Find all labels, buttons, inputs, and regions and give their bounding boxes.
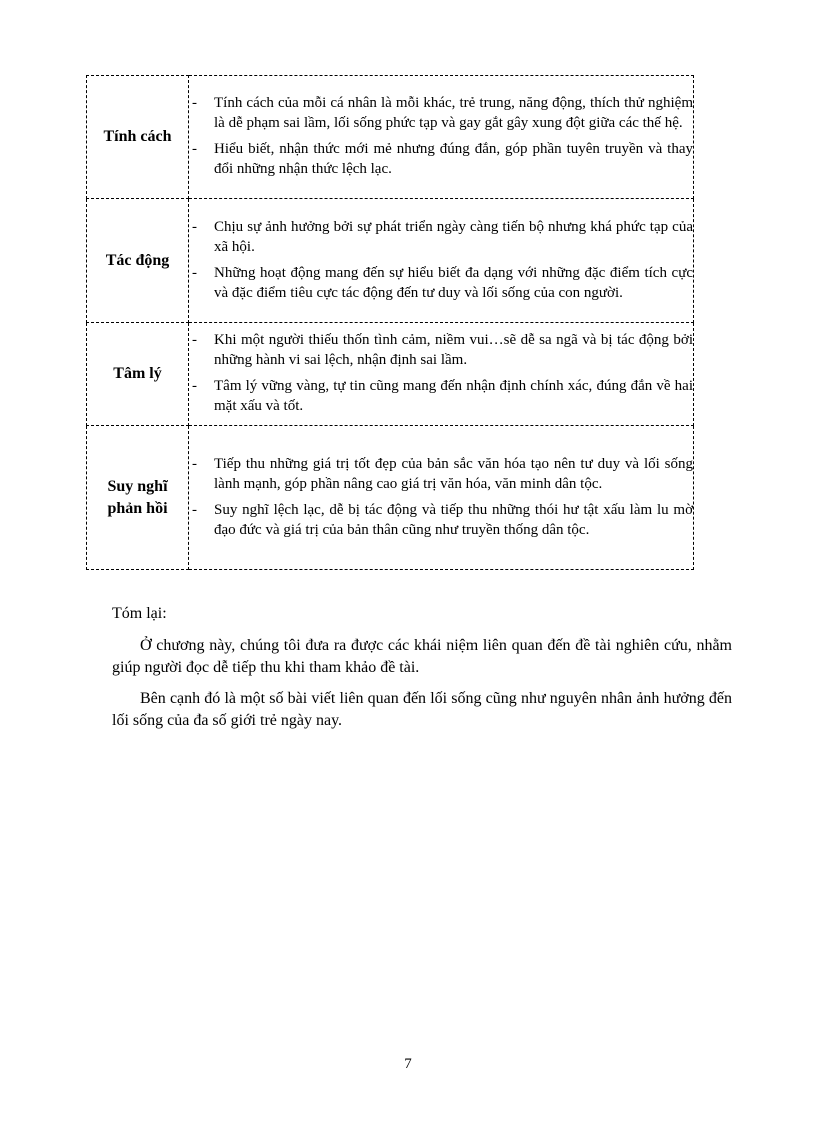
summary-paragraph: Bên cạnh đó là một số bài viết liên quan đến lối sống cũng như nguyên nhân ảnh hưởng đến lối sống của đa số giới trẻ ngày nay.	[112, 690, 732, 729]
list-item	[189, 376, 693, 416]
row-content	[189, 323, 694, 426]
row-content	[189, 199, 694, 323]
bullet-dash: -	[192, 141, 197, 157]
table-row	[87, 323, 694, 426]
row-label: Tính cách	[87, 76, 189, 199]
list-item	[189, 263, 693, 303]
list-item	[189, 454, 693, 494]
list-item-text: Chịu sự ảnh hưởng bởi sự phát triển ngày càng tiến bộ nhưng khá phức tạp của xã hội.	[214, 218, 693, 255]
list-item-text: Những hoạt động mang đến sự hiểu biết đa dạng với những đặc điểm tích cực và đặc điểm tiêu cực tác động đến tư duy và lối sống của con người.	[214, 264, 693, 301]
bullet-list	[189, 217, 693, 303]
row-label: Tác động	[87, 199, 189, 323]
bullet-list	[189, 93, 693, 179]
bullet-dash: -	[192, 455, 197, 472]
summary-section	[112, 603, 732, 741]
bullet-dash: -	[192, 501, 197, 518]
bullet-dash: -	[192, 378, 197, 394]
characteristics-table	[86, 75, 694, 570]
bullet-list	[189, 330, 693, 416]
list-item-text: Tâm lý vững vàng, tự tin cũng mang đến nhận định chính xác, đúng đắn về hai mặt xấu và tốt.	[214, 378, 693, 414]
list-item-text: Tiếp thu những giá trị tốt đẹp của bản sắc văn hóa tạo nên tư duy và lối sống lành mạnh, góp phần nâng cao giá trị văn hóa, văn minh dân tộc.	[214, 455, 693, 492]
summary-paragraph: Ở chương này, chúng tôi đưa ra được các khái niệm liên quan đến đề tài nghiên cứu, nhằm giúp người đọc dễ tiếp thu khi tham khảo đề tài.	[112, 637, 732, 676]
table-row	[87, 199, 694, 323]
list-item	[189, 217, 693, 257]
row-label: Suy nghĩ phản hồi	[87, 426, 189, 570]
list-item-text: Khi một người thiếu thốn tình cảm, niềm vui…sẽ dễ sa ngã và bị tác động bởi những hành vi sai lệch, nhận định sai lầm.	[214, 332, 693, 368]
list-item	[189, 93, 693, 133]
table-row	[87, 76, 694, 199]
list-item-text: Suy nghĩ lệch lạc, dễ bị tác động và tiếp thu những thói hư tật xấu làm lu mờ đạo đức và giá trị của bản thân cũng như truyền thống dân tộc.	[214, 501, 693, 538]
list-item	[189, 139, 693, 179]
bullet-list	[189, 454, 693, 540]
row-label: Tâm lý	[87, 323, 189, 426]
list-item	[189, 330, 693, 370]
page-number: 7	[404, 1056, 412, 1072]
list-item	[189, 500, 693, 540]
list-item-text: Hiểu biết, nhận thức mới mẻ nhưng đúng đắn, góp phần tuyên truyền và thay đổi những nhận thức lệch lạc.	[214, 141, 693, 177]
bullet-dash: -	[192, 95, 197, 111]
list-item-text: Tính cách của mỗi cá nhân là mỗi khác, trẻ trung, năng động, thích thử nghiệm là dễ phạm sai lầm, lối sống phức tạp và gay gắt gây xung đột giữa các thế hệ.	[214, 95, 693, 131]
bullet-dash: -	[192, 264, 197, 281]
bullet-dash: -	[192, 332, 197, 348]
table-row	[87, 426, 694, 570]
bullet-dash: -	[192, 218, 197, 235]
row-content	[189, 426, 694, 570]
row-content	[189, 76, 694, 199]
summary-heading: Tóm lại:	[112, 605, 167, 622]
